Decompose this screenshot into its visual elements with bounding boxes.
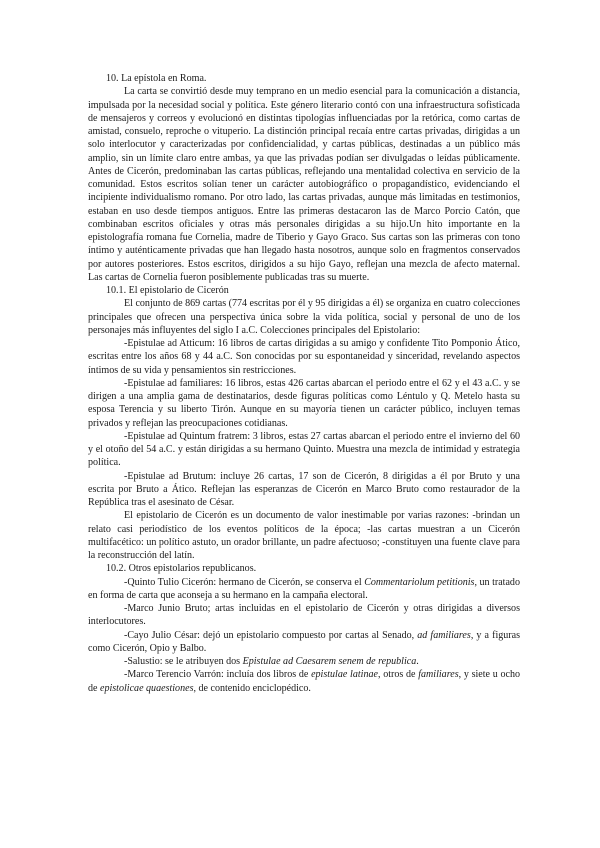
varron-text-mid-2: , y siete u ocho de [88, 669, 521, 694]
cesar-text-pre: -Cayo Julio César: dejó un epistolario compuesto por cartas al Senado, [124, 629, 418, 641]
quinto-work-title: Commentariolum petitionis [364, 576, 475, 588]
varron-work-title-1: epistulae latinae [311, 669, 378, 681]
varron-text-post: , de contenido enciclopédico. [193, 682, 311, 694]
marco-bruto-paragraph: -Marco Junio Bruto; artas incluidas en el epistolario de Cicerón y otras dirigidas a diversos interlocutores. [88, 603, 520, 628]
section-heading-10: 10. La epístola en Roma. [106, 73, 207, 84]
document-page [88, 72, 520, 695]
brutum-paragraph: -Epistulae ad Brutum: incluye 26 cartas, 17 son de Cicerón, 8 dirigidas a él por Bruto y una escrita por Bruto a Ático. Reflejan las esperanzas de Cicerón en Marco Bruto como restaurador de la República tras el asesinato de César. [88, 470, 520, 508]
intro-paragraph: La carta se convirtió desde muy temprano en un medio esencial para la comunicación a distancia, impulsada por la necesidad social y política. Este género literario contó con una infraestructura sofisticada de mensajeros y correos y evolucionó en distintas tipologías influenciadas por la retórica, como cartas de amistad, consuelo, reproche o vituperio. La distinción principal recaía entre cartas privadas, dirigidas a un solo interlocutor y caracterizadas por confidencialidad, y cartas públicas, destinadas a un público más amplio, sin un límite claro entre ambas, ya que las privadas podían ser divulgadas o leídas públicamente. Antes de Cicerón, predominaban las cartas públicas, reflejando una mentalidad colectiva en servicio de la comunidad. Estos escritos solían tener un carácter autobiográfico o propagandístico, evidenciando el incipiente individualismo romano. Por otro lado, las cartas privadas, aunque más limitadas en testimonios, estaban en uso desde tiempos antiguos. Entre las primeras destacaron las de Marco Porcio Catón, que combinaban escritos oficiales y otras más personales dirigidas a su hijo.Un hito importante en la epistolografía romana fue Cornelia, madre de Tiberio y Gayo Graco. Sus cartas son las primeras con tono íntimo y auténticamente privadas que han llegado hasta nosotros, aunque solo en fragmentos conservados por autores posteriores. Estos escritos, dirigidos a su hijo Gayo, reflejan una mezcla de afecto maternal. Las cartas de Cornelia fueron posiblemente publicadas tras su muerte. [88, 86, 520, 283]
quinto-text-post: , un tratado en forma de carta que aconseja a su hermano en la campaña electoral. [88, 576, 520, 601]
cesar-paragraph [88, 629, 520, 656]
varron-text-pre: -Marco Terencio Varrón: incluía dos libros de [124, 669, 312, 681]
salustio-text-pre: -Salustio: se le atribuyen dos [124, 656, 243, 667]
cesar-text-post: , y a figuras como Cicerón, Opio y Balbo. [88, 629, 521, 654]
quinto-tulio-paragraph [88, 576, 520, 603]
quintum-paragraph: -Epistulae ad Quintum fratrem: 3 libros, estas 27 cartas abarcan el periodo entre el invierno del 60 y el otoño del 54 a.C. y están dirigidas a su hermano Quinto. Muestra una mezcla de intimidad y estrategia política. [88, 430, 520, 469]
valor-paragraph: El epistolario de Cicerón es un documento de valor inestimable por varias razones: -brindan un relato casi periodístico de los eventos políticos de la época; -las cartas muestran a un Cicerón multifacético: un político astuto, un orador brillante, un padre afectuoso; -constituyen una fuente clave para la reconstrucción del latín. [88, 510, 520, 561]
section-heading-10-1: 10.1. El epistolario de Cicerón [106, 285, 229, 296]
varron-work-title-3: epistolicae quaestiones [100, 682, 194, 694]
varron-paragraph [88, 668, 520, 695]
quinto-text-pre: -Quinto Tulio Cicerón: hermano de Cicerón, se conserva el [124, 576, 365, 588]
salustio-work-title: Epistulae ad Caesarem senem de republica [242, 656, 417, 667]
atticum-paragraph: -Epistulae ad Atticum: 16 libros de cartas dirigidas a su amigo y confidente Tito Pomponio Ático, escritas entre los años 68 y 44 a.C. Son conocidas por su espontaneidad y sinceridad, revelando aspectos íntimos de su vida y pensamientos sin restricciones. [88, 338, 520, 376]
varron-work-title-2: familiares [418, 669, 459, 681]
cesar-work-title: ad familiares [417, 629, 471, 641]
familiares-paragraph: -Epistulae ad familiares: 16 libros, estas 426 cartas abarcan el periodo entre el 62 y el 43 a.C. y se dirigen a una amplia gama de destinatarios, desde figuras políticas como Léntulo y Q. Metelo hasta su esposa Terencia y su liberto Tirón. Aunque en su mayoría tienen un carácter público, incluyen temas privados y reflejan las preocupaciones cotidianas. [88, 377, 520, 429]
section-heading-10-2: 10.2. Otros epistolarios republicanos. [106, 563, 257, 575]
salustio-paragraph [88, 655, 520, 668]
varron-text-mid-1: , otros de [377, 669, 419, 681]
epistolario-intro-paragraph: El conjunto de 869 cartas (774 escritas por él y 95 dirigidas a él) se organiza en cuatro colecciones principales que ofrecen una perspectiva única sobre la vida política, social y personal de uno de los personajes más influyentes del siglo I a.C. Colecciones principales del Epistolario: [88, 298, 520, 336]
salustio-text-post: . [416, 656, 419, 667]
